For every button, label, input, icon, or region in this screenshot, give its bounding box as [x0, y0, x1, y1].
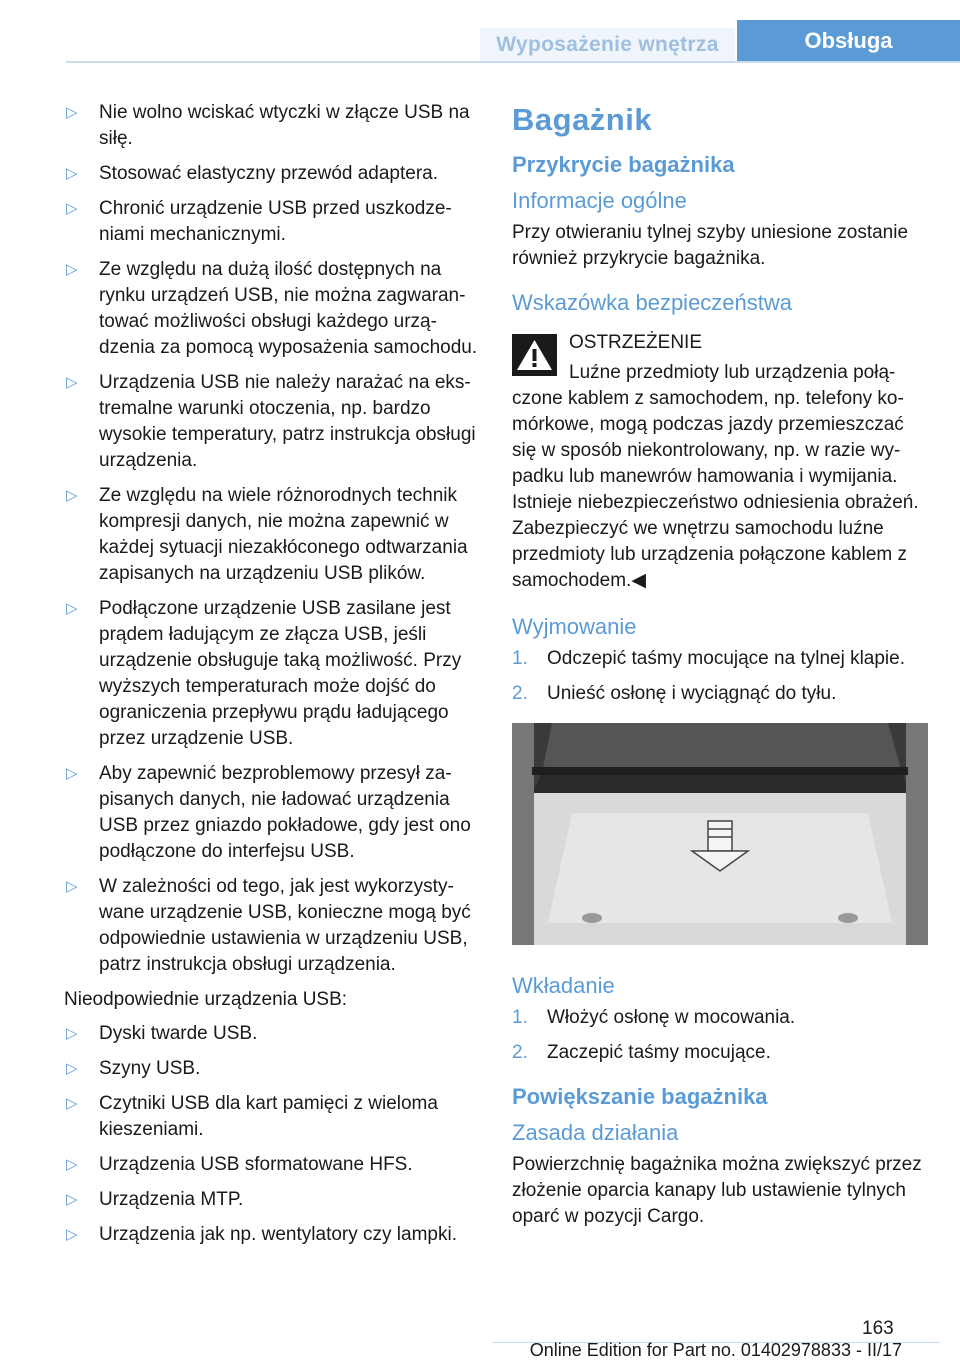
- triangle-bullet-icon: ▷: [66, 200, 78, 217]
- enlarge-heading: Powiększanie bagażnika: [512, 1084, 768, 1109]
- insert-steps: [512, 1005, 932, 1066]
- warning-box: [512, 330, 932, 594]
- principle-heading: Zasada działania: [512, 1120, 679, 1145]
- list-item: ▷ Czytniki USB dla kart pamięci z wieloma kieszeniami.: [66, 1093, 438, 1140]
- triangle-bullet-icon: ▷: [66, 104, 78, 121]
- cover-heading: Przykrycie bagażnika: [512, 152, 735, 177]
- triangle-bullet-icon: ▷: [66, 1060, 78, 1077]
- triangle-bullet-icon: ▷: [66, 1226, 78, 1243]
- list-item: ▷ Szyny USB.: [64, 1056, 484, 1082]
- general-heading: Informacje ogólne: [512, 188, 687, 213]
- triangle-bullet-icon: ▷: [66, 165, 78, 182]
- list-item: ▷ Nie wolno wciskać wtyczki w złącze USB na siłę.: [66, 102, 470, 149]
- general-text: Przy otwieraniu tylnej szyby uniesione zostanie również przykrycie bagażnika.: [512, 222, 909, 269]
- list-item: 2. Unieść osłonę i wyciągnąć do tyłu.: [512, 683, 837, 704]
- triangle-bullet-icon: ▷: [66, 1156, 78, 1173]
- left-column: [64, 100, 484, 1257]
- triangle-bullet-icon: ▷: [66, 1095, 78, 1112]
- list-item: ▷ Dyski twarde USB.: [64, 1021, 484, 1047]
- triangle-bullet-icon: ▷: [66, 261, 78, 278]
- remove-steps: [512, 646, 932, 707]
- triangle-bullet-icon: ▷: [66, 374, 78, 391]
- list-item: ▷ Aby zapewnić bezproblemowy przesył zapisanych danych, nie ładować urządzenia USB przez gniazdo pokładowe, gdy jest ono podłączone do interfejsu USB.: [66, 763, 471, 862]
- triangle-bullet-icon: ▷: [66, 765, 78, 782]
- unsuitable-devices-list: [64, 1021, 484, 1248]
- insert-heading: Wkładanie: [512, 973, 615, 998]
- list-item: ▷ Urządzenia USB sformatowane HFS.: [64, 1152, 484, 1178]
- principle-text: Powierzchnię bagażnika można zwiększyć przez złożenie oparcia kanapy lub ustawienie tylnych oparć w pozycji Cargo.: [512, 1154, 922, 1227]
- header-section-label: Wyposażenie wnętrza: [480, 28, 735, 62]
- triangle-bullet-icon: ▷: [66, 487, 78, 504]
- triangle-bullet-icon: ▷: [66, 600, 78, 617]
- section-title: Bagażnik: [512, 102, 653, 137]
- list-item: ▷ Urządzenia USB nie należy narażać na ekstremalne warunki otoczenia, np. bardzo wysokie temperatury, patrz instrukcja obsługi urządzenia.: [66, 372, 476, 471]
- page-header: [0, 0, 960, 62]
- page-number: 163: [862, 1318, 894, 1339]
- list-item: ▷ Urządzenia jak np. wentylatory czy lampki.: [64, 1222, 484, 1248]
- triangle-bullet-icon: ▷: [66, 878, 78, 895]
- luggage-cover-photo: [512, 723, 928, 945]
- list-item: ▷ W zależności od tego, jak jest wykorzystywane urządzenie USB, konieczne mogą być odpowiednie ustawienia w urządzeniu USB, patrz instrukcja obsługi urządzenia.: [66, 876, 471, 975]
- remove-heading: Wyjmowanie: [512, 614, 637, 639]
- list-item: 1. Odczepić taśmy mocujące na tylnej klapie.: [512, 648, 905, 669]
- list-item: 2. Zaczepić taśmy mocujące.: [512, 1042, 771, 1063]
- list-item: 1. Włożyć osłonę w mocowania.: [512, 1007, 796, 1028]
- list-item: ▷ Urządzenia MTP.: [64, 1187, 484, 1213]
- usb-notes-list: [64, 100, 484, 978]
- warning-title: OSTRZEŻENIE: [569, 332, 703, 353]
- triangle-bullet-icon: ▷: [66, 1191, 78, 1208]
- footer-edition: Online Edition for Part no. 01402978833 - II/17: [529, 1340, 902, 1360]
- list-item: ▷ Ze względu na dużą ilość dostępnych na rynku urządzeń USB, nie można zagwarantować możliwości obsługi każdego urządzenia za pomocą wyposażenia samochodu.: [66, 259, 478, 358]
- list-item: ▷ Ze względu na wiele różnorodnych technik kompresji danych, nie można zapewnić w każdej sytuacji niezakłóconego odtwarzania zapisanych na urządzeniu USB plików.: [66, 485, 468, 584]
- right-column: [512, 100, 932, 1238]
- list-item: ▷ Chronić urządzenie USB przed uszkodzeniami mechanicznymi.: [66, 198, 452, 245]
- list-item: ▷ Stosować elastyczny przewód adaptera.: [64, 161, 484, 187]
- warning-text: Luźne przedmioty lub urządzenia połączone kablem z samochodem, np. telefony komórkowe, mogą podczas jazdy przemieszczać się w sposób niekontrolowany, np. w razie wypadku lub manewrów hamowania i wymijania. Istnieje niebezpieczeństwo odniesienia obrażeń. Zabezpieczyć we wnętrzu samochodu luźne przedmioty lub urządzenia połączone kablem z samochodem.◀: [512, 362, 919, 591]
- warning-triangle-icon: [512, 334, 557, 376]
- list-item: ▷ Podłączone urządzenie USB zasilane jest prądem ładującym ze złącza USB, jeśli urządzenie obsługuje taką możliwość. Przy wyższych temperaturach może dojść do ograniczenia przepływu prądu ładującego przez urządzenie USB.: [66, 598, 462, 749]
- header-chapter-tab: Obsługa: [737, 20, 960, 62]
- header-rule: [66, 61, 960, 63]
- unsuitable-devices-label: Nieodpowiednie urządzenia USB:: [64, 989, 348, 1010]
- safety-heading: Wskazówka bezpieczeństwa: [512, 290, 793, 315]
- triangle-bullet-icon: ▷: [66, 1025, 78, 1042]
